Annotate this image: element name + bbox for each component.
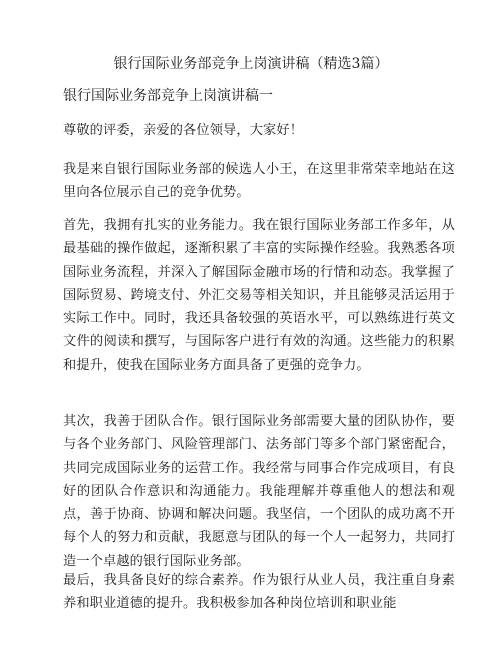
body-paragraph-1: 首先，我拥有扎实的业务能力。我在银行国际业务部工作多年，从最基础的操作做起，逐渐积累了丰富的实际操作经验。我熟悉各项国际业务流程，并深入了解国际金融市场的行情和动态。我掌握了国际贸易、跨境支付、外汇交易等相关知识，并且能够灵活运用于实际工作中。同时，我还具备较强的英语水平，可以熟练进行英文文件的阅读和撰写，与国际客户进行有效的沟通。这些能力的积累和提升，使我在国际业务方面具备了更强的竞争力。	[63, 218, 455, 373]
intro-paragraph: 我是来自银行国际业务部的候选人小王，在这里非常荣幸地站在这里向各位展示自己的竞争优势。	[63, 162, 455, 201]
document-title: 银行国际业务部竞争上岗演讲稿（精选3篇）	[113, 56, 389, 72]
body-paragraph-3: 最后，我具备良好的综合素养。作为银行从业人员，我注重自身素养和职业道德的提升。我积极参加各种岗位培训和职业能	[63, 573, 455, 612]
section-heading: 银行国际业务部竞争上岗演讲稿一	[63, 88, 273, 104]
greeting-paragraph: 尊敬的评委，亲爱的各位领导，大家好！	[63, 123, 304, 138]
body-paragraph-2: 其次，我善于团队合作。银行国际业务部需要大量的团队协作，要与各个业务部门、风险管理部门、法务部门等多个部门紧密配合，共同完成国际业务的运营工作。我经常与同事合作完成项目，有良好的团队合作意识和沟通能力。我能理解并尊重他人的想法和观点，善于协商、协调和解决问题。我坚信，一个团队的成功离不开每个人的努力和贡献，我愿意与团队的每一个人一起努力，共同打造一个卓越的银行国际业务部。	[63, 414, 455, 569]
